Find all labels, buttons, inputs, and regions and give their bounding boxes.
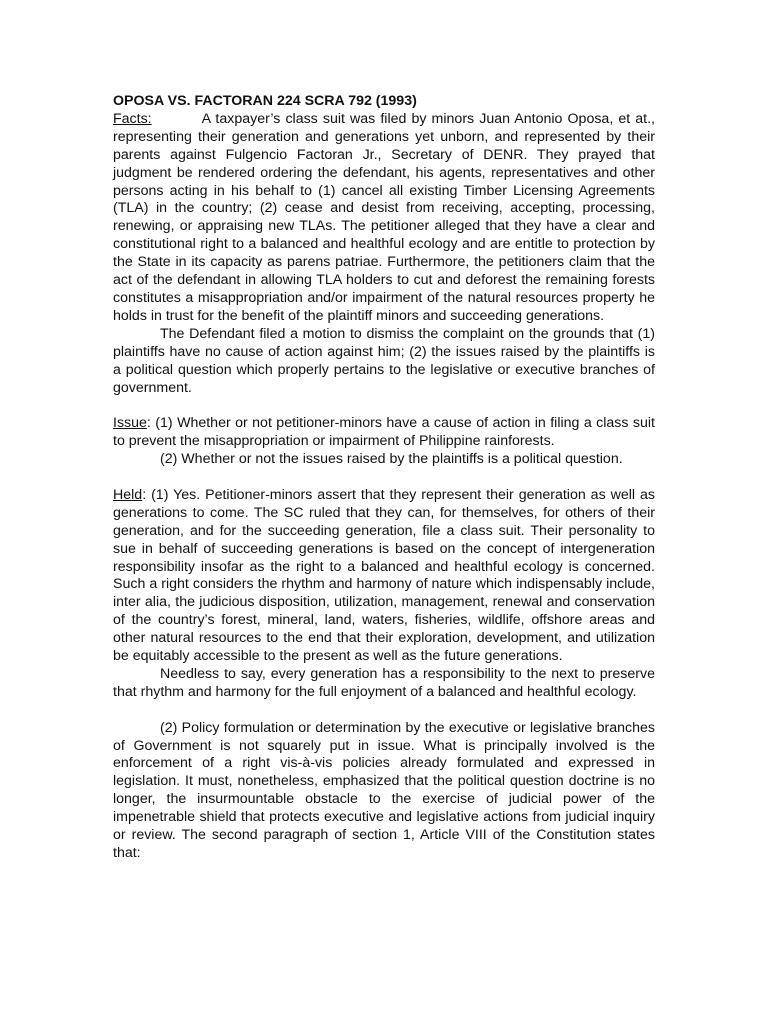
held-paragraph-1 — [113, 487, 655, 666]
document-page — [113, 93, 655, 863]
facts-label: Facts: — [113, 110, 152, 127]
page-title: OPOSA VS. FACTORAN 224 SCRA 792 (1993) — [113, 93, 417, 109]
facts-paragraph-1 — [113, 111, 655, 326]
issue-label: Issue — [113, 415, 147, 432]
facts-paragraph-2: The Defendant filed a motion to dismiss the complaint on the grounds that (1) plaintiffs have no cause of action against him; (2) the issues raised by the plaintiffs is a political question which properly pertains to the legislative or executive branches of government. — [113, 325, 655, 396]
held-paragraph-2: Needless to say, every generation has a responsibility to the next to preserve that rhythm and harmony for the full enjoyment of a balanced and healthful ecology. — [113, 665, 655, 700]
issue-text-1: : (1) Whether or not petitioner-minors have a cause of action in filing a class suit to prevent the misappropriation or impairment of Philippine rainforests. — [113, 415, 655, 450]
held-label: Held — [113, 486, 143, 503]
held-text-1: : (1) Yes. Petitioner-minors assert that they represent their generation as well as generations to come. The SC ruled that they can, for themselves, for others of their generation, and for the succeeding generation, file a class suit. Their personality to sue in behalf of succeeding generations is based on the concept of intergeneration responsibility insofar as the right to a balanced and healthful ecology is concerned. Such a right considers the rhythm and harmony of nature which indispensably include, inter alia, the judicious disposition, utilization, management, renewal and conservation of the country’s forest, mineral, land, waters, fisheries, wildlife, offshore areas and other natural resources to the end that their exploration, development, and utilization be equitably accessible to the present as well as the future generations. — [113, 486, 655, 665]
issue-paragraph-1 — [113, 415, 655, 451]
issue-paragraph-2: (2) Whether or not the issues raised by the plaintiffs is a political question. — [160, 451, 623, 468]
held-paragraph-3: (2) Policy formulation or determination by the executive or legislative branches of Government is not squarely put in issue. What is principally involved is the enforcement of a right vis-à-vis policies already formulated and expressed in legislation. It must, nonetheless, emphasized that the political question doctrine is no longer, the insurmountable obstacle to the exercise of judicial power of the impenetrable shield that protects executive and legislative actions from judicial inquiry or review. The second paragraph of section 1, Article VIII of the Constitution states that: — [113, 719, 655, 862]
facts-text-1: A taxpayer’s class suit was filed by minors Juan Antonio Oposa, et at., representing their generation and generations yet unborn, and represented by their parents against Fulgencio Factoran Jr., Secretary of DENR. They prayed that judgment be rendered ordering the defendant, his agents, representatives and other persons acting in his behalf to (1) cancel all existing Timber Licensing Agreements (TLA) in the country; (2) cease and desist from receiving, accepting, processing, renewing, or appraising new TLAs. The petitioner alleged that they have a clear and constitutional right to a balanced and healthful ecology and are entitle to protection by the State in its capacity as parens patriae. Furthermore, the petitioners claim that the act of the defendant in allowing TLA holders to cut and deforest the remaining forests constitutes a misappropriation and/or impairment of the natural resources property he holds in trust for the benefit of the plaintiff minors and succeeding generations. — [113, 110, 655, 324]
